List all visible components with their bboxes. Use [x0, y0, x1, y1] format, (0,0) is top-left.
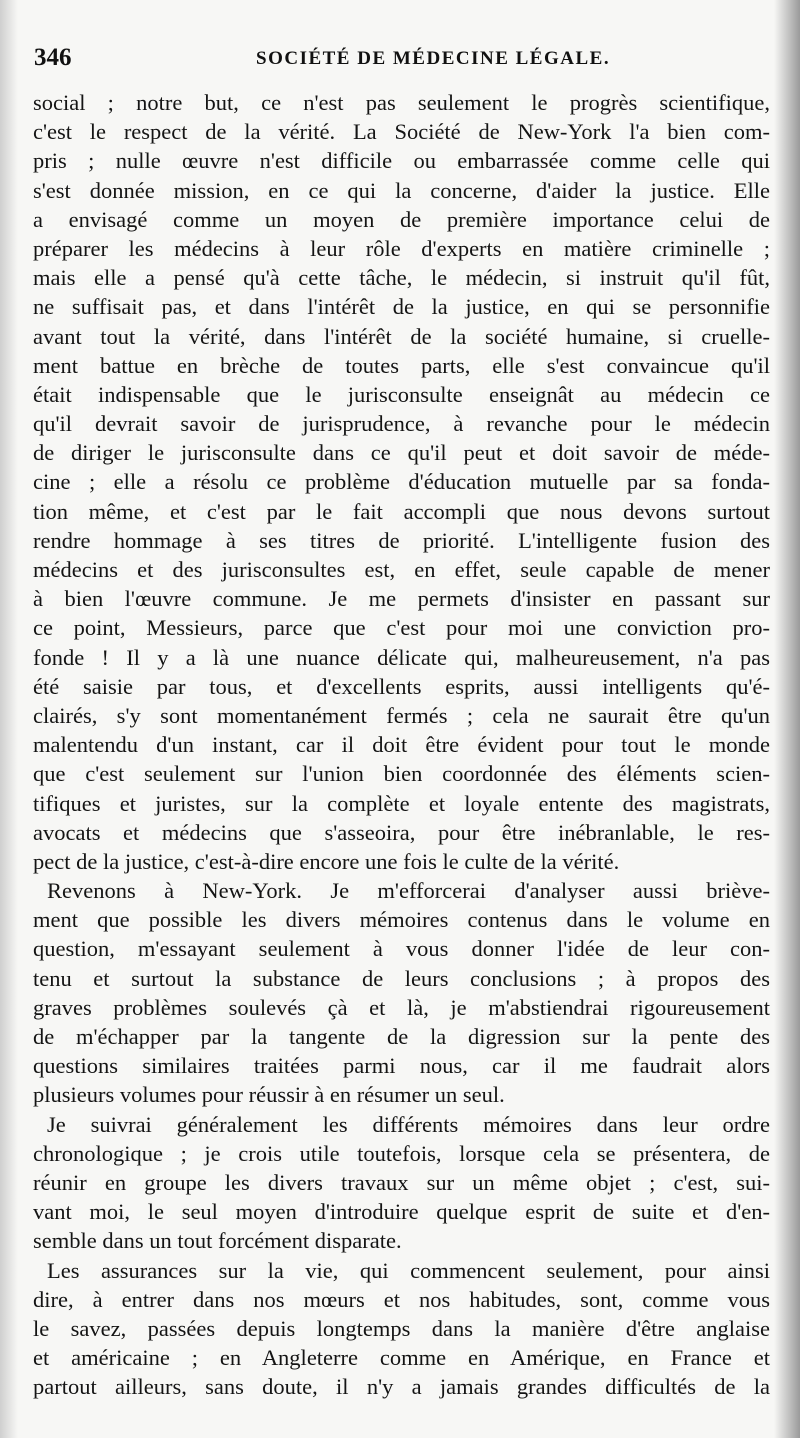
text-line: tifiques et juristes, sur la complète et loyale entente des magistrats, — [33, 790, 770, 816]
text-line: réunir en groupe les divers travaux sur un même objet ; c'est, sui- — [33, 1169, 770, 1195]
text-line: que c'est seulement sur l'union bien coordonnée des éléments scien- — [33, 761, 770, 787]
text-line: fonde ! Il y a là une nuance délicate qui, malheureusement, n'a pas — [33, 644, 770, 670]
page-header — [30, 44, 760, 74]
text-line: Je suivrai généralement les différents mémoires dans leur ordre — [47, 1111, 770, 1137]
text-line: plusieurs volumes pour réussir à en résumer un seul. — [33, 1082, 505, 1108]
text-line: c'est le respect de la vérité. La Société de New-York l'a bien com- — [33, 119, 770, 145]
text-line: à bien l'œuvre commune. Je me permets d'insister en passant sur — [33, 586, 770, 612]
page-number: 346 — [34, 44, 72, 71]
text-line: Revenons à New-York. Je m'efforcerai d'analyser aussi briève- — [47, 878, 770, 904]
text-line: le savez, passées depuis longtemps dans la manière d'être anglaise — [33, 1315, 770, 1341]
text-line: avocats et médecins que s'asseoira, pour être inébranlable, le res- — [33, 819, 770, 845]
text-line: avant tout la vérité, dans l'intérêt de la société humaine, si cruelle- — [33, 323, 770, 349]
text-line: de diriger le jurisconsulte dans ce qu'il peut et doit savoir de méde- — [33, 440, 770, 466]
text-line: tenu et surtout la substance de leurs conclusions ; à propos des — [33, 965, 770, 991]
text-line: partout ailleurs, sans doute, il n'y a jamais grandes difficultés de la — [33, 1374, 770, 1400]
text-line: vant moi, le seul moyen d'introduire quelque esprit de suite et d'en- — [33, 1199, 770, 1225]
text-line: semble dans un tout forcément disparate. — [33, 1228, 402, 1254]
running-head: SOCIÉTÉ DE MÉDECINE LÉGALE. — [256, 48, 611, 69]
text-line: tion même, et c'est par le fait accompli que nous devons surtout — [33, 498, 770, 524]
text-line: questions similaires traitées parmi nous, car il me faudrait alors — [33, 1053, 770, 1079]
text-line: ce point, Messieurs, parce que c'est pour moi une conviction pro- — [33, 615, 770, 641]
text-line: rendre hommage à ses titres de priorité. L'intelligente fusion des — [33, 527, 770, 553]
body-text — [33, 88, 770, 1401]
text-line: clairés, s'y sont momentanément fermés ; cela ne saurait être qu'un — [33, 702, 770, 728]
text-line: a envisagé comme un moyen de première importance celui de — [33, 206, 770, 232]
text-line: et américaine ; en Angleterre comme en Amérique, en France et — [33, 1345, 770, 1371]
text-line: malentendu d'un instant, car il doit être évident pour tout le monde — [33, 732, 770, 758]
text-line: qu'il devrait savoir de jurisprudence, à revanche pour le médecin — [33, 411, 770, 437]
text-line: ment que possible les divers mémoires contenus dans le volume en — [33, 907, 770, 933]
text-line: question, m'essayant seulement à vous donner l'idée de leur con- — [33, 936, 770, 962]
text-line: mais elle a pensé qu'à cette tâche, le médecin, si instruit qu'il fût, — [33, 265, 770, 291]
text-line: Les assurances sur la vie, qui commencent seulement, pour ainsi — [47, 1257, 770, 1283]
text-line: chronologique ; je crois utile toutefois, lorsque cela se présentera, de — [33, 1140, 770, 1166]
text-line: de m'échapper par la tangente de la digression sur la pente des — [33, 1024, 770, 1049]
text-line: graves problèmes soulevés çà et là, je m'abstiendrai rigoureusement — [33, 994, 770, 1020]
text-line: cine ; elle a résolu ce problème d'éducation mutuelle par sa fonda- — [33, 469, 770, 495]
text-line: pect de la justice, c'est-à-dire encore une fois le culte de la vérité. — [33, 848, 620, 874]
text-line: dire, à entrer dans nos mœurs et nos habitudes, sont, comme vous — [33, 1286, 770, 1312]
text-line: social ; notre but, ce n'est pas seulement le progrès scientifique, — [33, 90, 770, 115]
text-line: était indispensable que le jurisconsulte enseignât au médecin ce — [33, 381, 770, 407]
text-line: médecins et des jurisconsultes est, en effet, seule capable de mener — [33, 557, 770, 582]
text-line: ne suffisait pas, et dans l'intérêt de la justice, en qui se personnifie — [33, 294, 770, 320]
text-line: s'est donnée mission, en ce qui la concerne, d'aider la justice. Elle — [33, 177, 770, 203]
text-line: ment battue en brèche de toutes parts, elle s'est convaincue qu'il — [33, 352, 770, 378]
text-line: pris ; nulle œuvre n'est difficile ou embarrassée comme celle qui — [33, 148, 770, 174]
text-line: préparer les médecins à leur rôle d'experts en matière criminelle ; — [33, 235, 770, 261]
text-line: été saisie par tous, et d'excellents esprits, aussi intelligents qu'é- — [33, 673, 770, 699]
